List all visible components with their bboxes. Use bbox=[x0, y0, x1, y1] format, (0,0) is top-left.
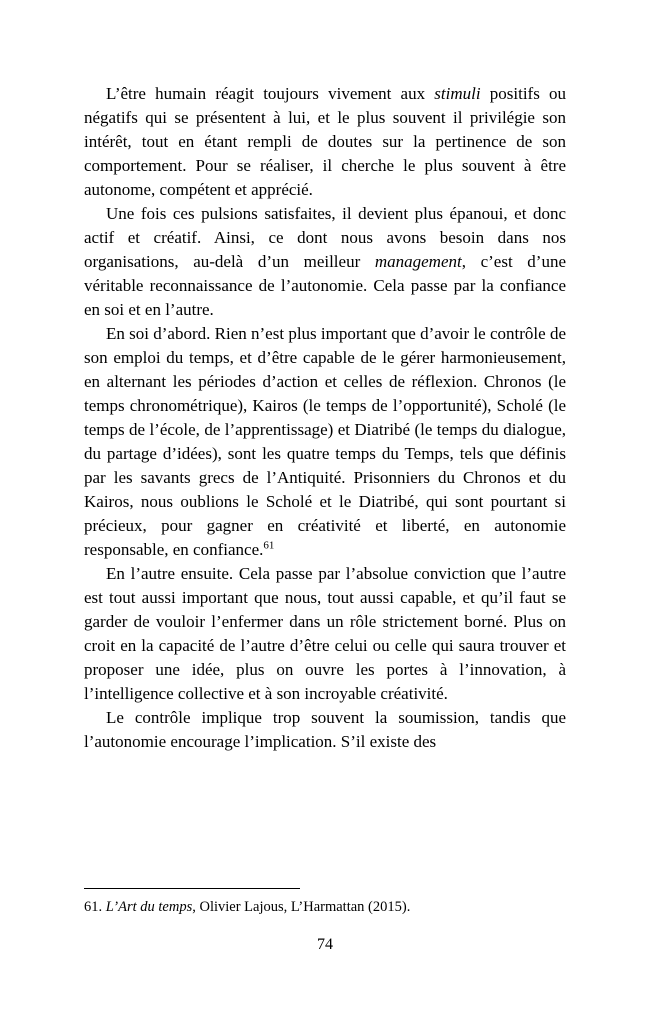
paragraph-5 bbox=[84, 706, 566, 754]
text-run: Le contrôle implique trop souvent la soumission, tandis que l’autonomie encourage l’implication. S’il existe des bbox=[84, 708, 566, 751]
italic-run: L’Art du temps bbox=[105, 899, 193, 915]
paragraph-3 bbox=[84, 322, 566, 562]
text-run: L’être humain réagit toujours vivement aux bbox=[106, 84, 435, 103]
paragraph-1 bbox=[84, 82, 566, 202]
text-run: positifs ou négatifs qui se présentent à lui, et le plus souvent il privilégie son intérêt, tout en étant rempli de doutes sur la pertinence de son comportement. Pour se réaliser, il cherche le plus souvent à être autonome, compétent et apprécié. bbox=[84, 84, 567, 199]
italic-run: stimuli bbox=[434, 84, 481, 103]
text-run: En soi d’abord. Rien n’est plus important que d’avoir le contrôle de son emploi du temps, et d’être capable de le gérer harmonieusement, en alternant les périodes d’action et celles de réflexion. Chronos (le temps chronométrique), Kairos (le temps de l’opportunité), Scholé (le temps de l’école, de l’apprentissage) et Diatribé (le temps du dialogue, du partage d’idées), sont les quatre temps du Temps, tels que définis par les savants grecs de l’Antiquité. Prisonniers du Chronos et du Kairos, nous oublions le Scholé et le Diatribé, qui sont pourtant si précieux, pour gagner en créativité et liberté, en autonomie responsable, en confiance. bbox=[84, 324, 566, 559]
text-run: Une fois ces pulsions satisfaites, il devient plus épanoui, et donc actif et créatif. Ainsi, ce dont nous avons besoin dans nos organisations, au-delà d’un meilleur bbox=[84, 204, 566, 271]
footnote-area bbox=[84, 888, 566, 917]
page-number: 74 bbox=[317, 936, 333, 953]
text-run: , c’est d’une véritable reconnaissance de l’autonomie. Cela passe par la confiance en soi et en l’autre. bbox=[84, 252, 566, 319]
paragraph-2 bbox=[84, 202, 566, 322]
text-run: 61. bbox=[84, 899, 106, 915]
footnote-reference: 61 bbox=[263, 539, 275, 552]
body-text bbox=[84, 82, 566, 754]
italic-run: management bbox=[374, 252, 462, 271]
paragraph-4 bbox=[84, 562, 566, 706]
text-run: En l’autre ensuite. Cela passe par l’absolue conviction que l’autre est tout aussi important que nous, tout aussi capable, et qu’il faut se garder de vouloir l’enfermer dans un rôle strictement borné. Plus on croit en la capacité de l’autre d’être celui ou celle qui saura trouver et proposer une idée, plus on ouvre les portes à l’innovation, à l’intelligence collective et à son incroyable créativité. bbox=[84, 564, 566, 703]
footnote bbox=[84, 898, 566, 917]
footnote-separator bbox=[84, 888, 300, 889]
text-run: , Olivier Lajous, L’Harmattan (2015). bbox=[192, 899, 411, 915]
